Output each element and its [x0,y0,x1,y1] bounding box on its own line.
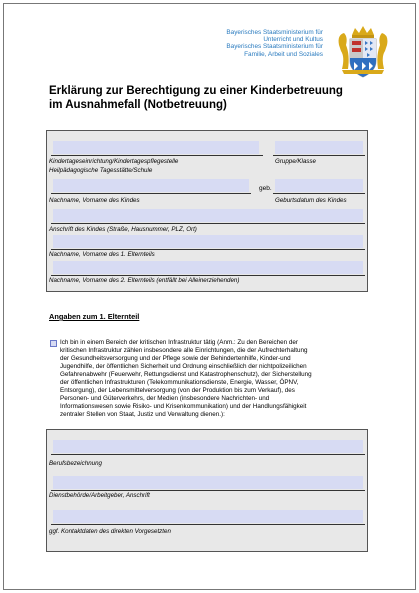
ministry-line-2: Unterricht und Kultus [263,36,323,44]
employer-field[interactable] [53,476,363,489]
critical-infrastructure-checkbox[interactable] [50,340,57,347]
form-page [3,3,416,590]
ministry-names [226,29,323,58]
facility-field[interactable] [53,141,259,154]
divider [51,249,365,250]
divider [51,275,365,276]
declaration-line: der öffentlichen Infrastrukturen (Telekommunikationsdienste, Energie, Wasser, ÖPNV, [60,379,299,386]
section-heading: Angaben zum 1. Elternteil [49,312,140,321]
parent1-label: Nachname, Vorname des 1. Elternteils [49,251,155,258]
facility-label-2: Heilpädagogische Tagesstätte/Schule [49,167,153,174]
parent1-field[interactable] [53,235,363,248]
parent-job-box [46,429,368,552]
employer-label: Dienstbehörde/Arbeitgeber, Anschrift [49,492,150,499]
declaration-line: kritischen Infrastruktur zählen insbesondere alle Einrichtungen, die der Aufrechterhaltung [60,347,308,354]
parent2-label: Nachname, Vorname des 2. Elternteils (entfällt bei Alleinerziehenden) [49,277,240,284]
title-line-1: Erklärung zur Berechtigung zu einer Kinderbetreuung [49,85,343,97]
ministry-line-1: Bayerisches Staatsministerium für [226,29,323,36]
declaration-line: Jugendhilfe, der öffentlichen Sicherheit und Ordnung einschließlich der nichtpolizeilichen [60,363,307,370]
divider [51,524,365,525]
divider [51,223,365,224]
birthdate-field[interactable] [275,179,363,192]
child-info-box [46,130,368,292]
supervisor-contact-label: ggf. Kontaktdaten des direkten Vorgesetzten [49,528,171,535]
group-label: Gruppe/Klasse [275,158,316,165]
child-name-label: Nachname, Vorname des Kindes [49,197,140,204]
divider [51,454,365,455]
declaration-line: Personen- und Güterverkehrs, der Medien (insbesondere Nachrichten- und [60,395,270,402]
declaration-line: Gefahrenabwehr (Feuerwehr, Rettungsdienst und Katastrophenschutz), der Sicherstellung [60,371,312,378]
divider [51,155,263,156]
child-name-field[interactable] [53,179,249,192]
group-field[interactable] [275,141,363,154]
ministry-line-4: Familie, Arbeit und Soziales [244,50,323,58]
declaration-text [60,339,372,419]
title-line-2: im Ausnahmefall (Notbetreuung) [49,99,227,111]
ministry-line-3: Bayerisches Staatsministerium für [226,43,323,51]
birthdate-label: Geburtsdatum des Kindes [275,197,347,204]
parent2-field[interactable] [53,261,363,274]
divider [273,193,365,194]
divider [51,193,251,194]
declaration-line: zentraler Stellen von Staat, Justiz und Verwaltung dienen.): [60,411,225,418]
page-title [49,84,379,112]
declaration-line: Ich bin in einem Bereich der kritischen Infrastruktur tätig (Anm.: Zu den Bereichen der [60,339,298,346]
geb-label: geb. [259,185,272,192]
job-title-field[interactable] [53,440,363,453]
facility-label: Kindertageseinrichtung/Kindertagespflegestelle [49,158,179,165]
supervisor-contact-field[interactable] [53,510,363,523]
divider [273,155,365,156]
address-field[interactable] [53,209,363,222]
declaration-line: Entsorgung), der Lebensmittelversorgung (von der Produktion bis zum Verkauf), des [60,387,295,394]
declaration-line: der Gesundheitsversorgung und der Pflege sowie der Behindertenhilfe, Kinder-und [60,355,291,362]
address-label: Anschrift des Kindes (Straße, Hausnummer, PLZ, Ort) [49,226,197,233]
declaration-line: Informationswesen sowie Risiko- und Krisenkommunikation) und der Handlungsfähigkeit [60,403,307,410]
job-title-label: Berufsbezeichnung [49,460,102,467]
divider [51,490,365,491]
bavarian-coat-of-arms-icon [336,25,390,81]
